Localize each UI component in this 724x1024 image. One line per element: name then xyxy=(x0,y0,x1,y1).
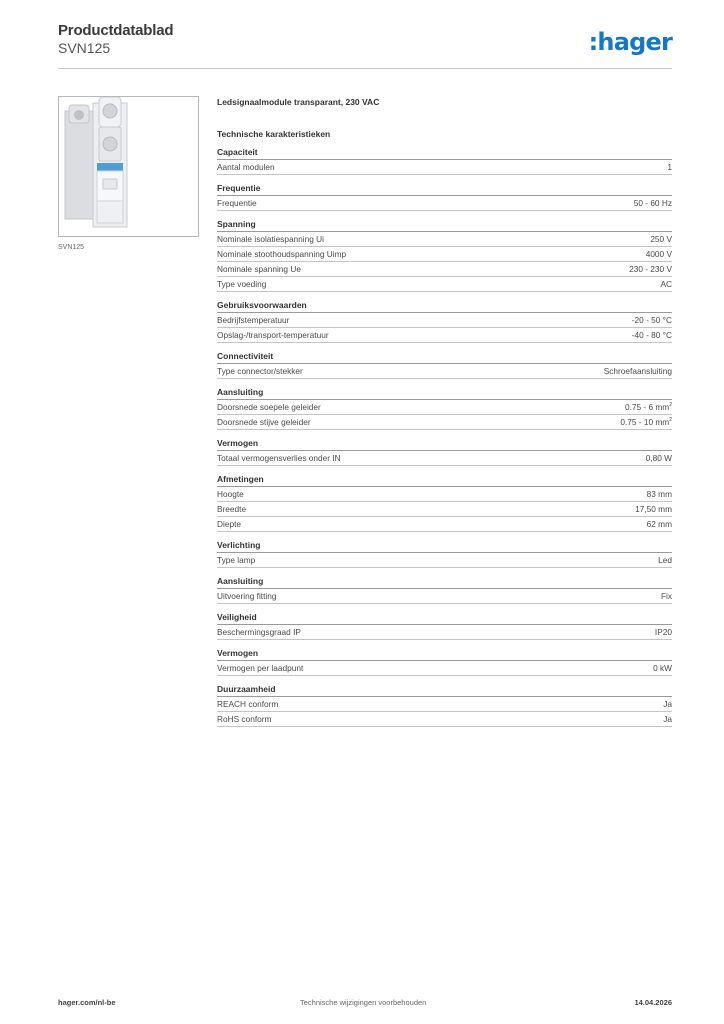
spec-value-cell xyxy=(663,697,672,711)
spec-section xyxy=(217,684,672,727)
spec-row xyxy=(217,553,672,568)
spec-value-cell xyxy=(634,196,672,210)
spec-label: Bedrijfstemperatuur xyxy=(217,315,290,325)
spec-section xyxy=(217,648,672,676)
spec-row xyxy=(217,517,672,532)
spec-value: 62 mm xyxy=(646,519,672,529)
spec-value: 50 - 60 Hz xyxy=(633,198,672,208)
spec-label: Nominale stoothoudspanning Uimp xyxy=(217,249,347,259)
spec-section xyxy=(217,438,672,466)
tech-heading: Technische karakteristieken xyxy=(217,129,331,139)
spec-value-cell xyxy=(663,712,672,726)
spec-value: 0 kW xyxy=(653,663,672,673)
section-title: Frequentie xyxy=(217,183,672,196)
spec-row xyxy=(217,502,672,517)
spec-value: 0.75 - 10 mm xyxy=(620,417,670,427)
section-title: Afmetingen xyxy=(217,474,672,487)
section-title: Vermogen xyxy=(217,438,672,451)
spec-section xyxy=(217,540,672,568)
spec-label: Type voeding xyxy=(217,279,267,289)
spec-label: Uitvoering fitting xyxy=(217,591,277,601)
spec-row xyxy=(217,697,672,712)
spec-value-cell xyxy=(661,589,672,603)
spec-section xyxy=(217,612,672,640)
spec-value-cell xyxy=(646,451,672,465)
spec-value: -40 - 80 °C xyxy=(631,330,672,340)
spec-value: IP20 xyxy=(654,627,672,637)
spec-value: 230 - 230 V xyxy=(629,264,672,274)
spec-value: 1 xyxy=(667,162,672,172)
section-title: Aansluiting xyxy=(217,387,672,400)
spec-row xyxy=(217,712,672,727)
spec-row xyxy=(217,313,672,328)
spec-content xyxy=(217,97,672,727)
spec-value: AC xyxy=(660,279,672,289)
spec-value: 0,80 W xyxy=(645,453,672,463)
spec-row xyxy=(217,415,672,430)
product-code: SVN125 xyxy=(58,40,111,56)
spec-label: Frequentie xyxy=(217,198,257,208)
spec-label: Doorsnede soepele geleider xyxy=(217,402,321,412)
spec-value-cell xyxy=(620,415,672,429)
spec-value: Ja xyxy=(663,699,672,709)
spec-value-cell xyxy=(635,502,672,516)
spec-label: Vermogen per laadpunt xyxy=(217,663,304,673)
spec-value: Ja xyxy=(663,714,672,724)
spec-value: 4000 V xyxy=(645,249,672,259)
spec-label: REACH conform xyxy=(217,699,279,709)
product-description: Ledsignaalmodule transparant, 230 VAC xyxy=(217,97,380,107)
spec-value-cell xyxy=(647,487,672,501)
product-illustration-icon xyxy=(59,97,198,236)
spec-value-cell xyxy=(647,517,672,531)
spec-label: Totaal vermogensverlies onder IN xyxy=(217,453,341,463)
spec-row xyxy=(217,277,672,292)
spec-value-cell xyxy=(655,625,672,639)
spec-row xyxy=(217,196,672,211)
spec-section xyxy=(217,474,672,532)
section-title: Verlichting xyxy=(217,540,672,553)
spec-label: Doorsnede stijve geleider xyxy=(217,417,311,427)
spec-value: -20 - 50 °C xyxy=(631,315,672,325)
spec-row xyxy=(217,328,672,343)
spec-section xyxy=(217,300,672,343)
hager-logo: :hager xyxy=(588,28,672,56)
spec-section xyxy=(217,219,672,292)
spec-section xyxy=(217,576,672,604)
page-title: Productdatablad xyxy=(58,22,174,39)
spec-label: Nominale spanning Ue xyxy=(217,264,301,274)
spec-row xyxy=(217,262,672,277)
spec-label: Opslag-/transport-temperatuur xyxy=(217,330,329,340)
spec-label: Nominale isolatiespanning Ui xyxy=(217,234,324,244)
spec-value-cell xyxy=(629,262,672,276)
page-header xyxy=(58,22,173,56)
spec-row xyxy=(217,400,672,415)
spec-value: Led xyxy=(658,555,672,565)
unit-superscript: 2 xyxy=(669,417,672,424)
spec-value-cell xyxy=(632,313,672,327)
spec-value-cell xyxy=(604,364,672,378)
spec-section xyxy=(217,147,672,175)
spec-row xyxy=(217,160,672,175)
spec-label: Type connector/stekker xyxy=(217,366,303,376)
spec-value-cell xyxy=(646,247,672,261)
section-title: Vermogen xyxy=(217,648,672,661)
spec-row xyxy=(217,487,672,502)
header-divider xyxy=(58,68,672,69)
spec-label: RoHS conform xyxy=(217,714,272,724)
spec-label: Aantal modulen xyxy=(217,162,275,172)
footer-website: hager.com/nl-be xyxy=(58,998,116,1007)
spec-row xyxy=(217,364,672,379)
spec-value-cell xyxy=(658,553,672,567)
spec-row xyxy=(217,232,672,247)
section-title: Veiligheid xyxy=(217,612,672,625)
spec-value-cell xyxy=(660,277,672,291)
spec-section xyxy=(217,351,672,379)
section-title: Capaciteit xyxy=(217,147,672,160)
spec-label: Breedte xyxy=(217,504,247,514)
spec-row xyxy=(217,589,672,604)
section-title: Aansluiting xyxy=(217,576,672,589)
unit-superscript: 2 xyxy=(669,402,672,409)
spec-section xyxy=(217,183,672,211)
spec-label: Type lamp xyxy=(217,555,256,565)
spec-value-cell xyxy=(632,328,672,342)
spec-section xyxy=(217,387,672,430)
section-title: Connectiviteit xyxy=(217,351,672,364)
spec-value-cell xyxy=(667,160,672,174)
spec-label: Diepte xyxy=(217,519,241,529)
spec-value-cell xyxy=(650,232,672,246)
spec-label: Beschermingsgraad IP xyxy=(217,627,301,637)
product-image xyxy=(58,96,199,237)
image-caption: SVN125 xyxy=(58,244,85,251)
spec-value: Fix xyxy=(660,591,672,601)
spec-value-cell xyxy=(653,661,672,675)
spec-value: 83 mm xyxy=(646,489,672,499)
section-title: Gebruiksvoorwaarden xyxy=(217,300,672,313)
spec-value-cell xyxy=(625,400,672,414)
footer-date: 14.04.2026 xyxy=(634,998,672,1007)
footer-disclaimer: Technische wijzigingen voorbehouden xyxy=(300,998,427,1007)
spec-value: 17,50 mm xyxy=(635,504,672,514)
spec-value: 250 V xyxy=(650,234,672,244)
section-title: Spanning xyxy=(217,219,672,232)
spec-value: Schroefaansluiting xyxy=(603,366,672,376)
spec-value: 0.75 - 6 mm xyxy=(624,402,670,412)
spec-row xyxy=(217,247,672,262)
spec-row xyxy=(217,625,672,640)
spec-row xyxy=(217,661,672,676)
spec-row xyxy=(217,451,672,466)
spec-sections xyxy=(217,147,672,727)
spec-label: Hoogte xyxy=(217,489,244,499)
section-title: Duurzaamheid xyxy=(217,684,672,697)
